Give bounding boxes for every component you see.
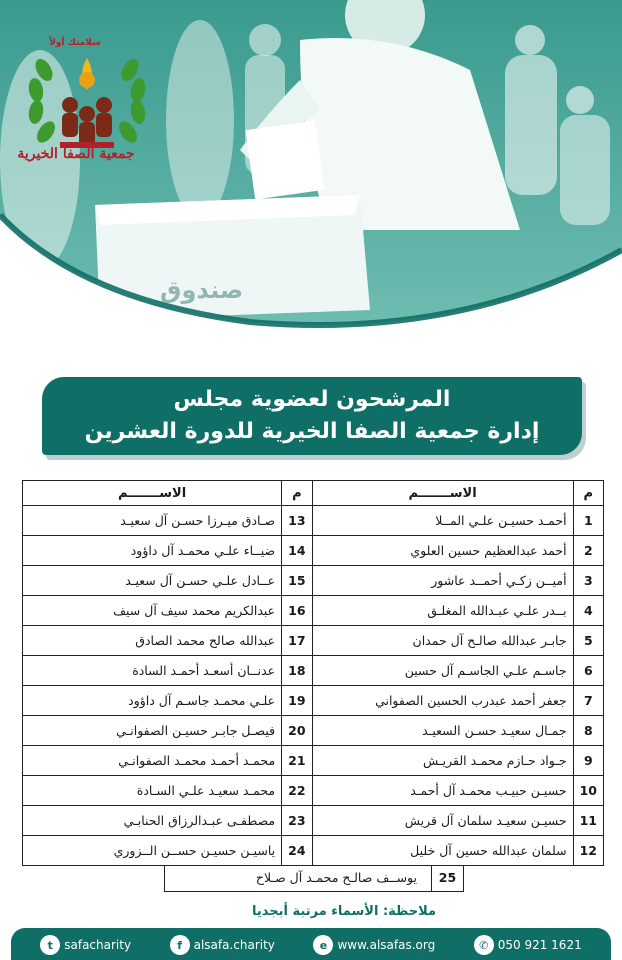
whatsapp-number: 050 921 1621 xyxy=(497,938,582,952)
title-line-1: المرشحون لعضوية مجلس xyxy=(173,387,451,412)
candidate-name: حسيـن سعيـد سلمان آل قريش xyxy=(312,806,573,836)
candidate-name: جعفر أحمد عبدرب الحسين الصفواني xyxy=(312,686,573,716)
header-num-right: م xyxy=(573,481,603,506)
candidate-number: 2 xyxy=(573,536,603,566)
table-row xyxy=(23,716,604,746)
candidate-number: 4 xyxy=(573,596,603,626)
candidate-name: أحمد عبدالعظيم حسين العلوي xyxy=(312,536,573,566)
website-contact[interactable] xyxy=(313,935,435,955)
candidate-number: 21 xyxy=(282,746,312,776)
candidate-number: 19 xyxy=(282,686,312,716)
candidate-name: جـواد حـازم محمـد القريـش xyxy=(312,746,573,776)
logo-motto: سلامتك أولاً xyxy=(49,38,101,48)
candidate-number: 8 xyxy=(573,716,603,746)
candidate-number: 16 xyxy=(282,596,312,626)
candidate-number: 9 xyxy=(573,746,603,776)
candidates-table xyxy=(22,480,604,866)
candidate-number: 5 xyxy=(573,626,603,656)
candidate-name: عبدالكريم محمد سيف آل سيف xyxy=(23,596,282,626)
candidate-name: علـي محمـد جاسـم آل داؤود xyxy=(23,686,282,716)
candidate-name: فيصـل جابـر حسيـن الصفوانـي xyxy=(23,716,282,746)
facebook-handle: alsafa.charity xyxy=(193,938,275,952)
candidate-name: ضيــاء علـي محمـد آل داؤود xyxy=(23,536,282,566)
header-name-left: الاســـــــم xyxy=(23,481,282,506)
header-name-right: الاســـــــم xyxy=(312,481,573,506)
candidate-name: ياسيـن حسيـن حســن الــزوري xyxy=(23,836,282,866)
table-row xyxy=(23,536,604,566)
table-row xyxy=(23,836,604,866)
candidate-number: 10 xyxy=(573,776,603,806)
candidate-number: 25 xyxy=(431,866,463,891)
whatsapp-contact[interactable] xyxy=(474,935,582,955)
candidate-number: 23 xyxy=(282,806,312,836)
candidate-name: محمـد أحمـد محمـد الصفوانـي xyxy=(23,746,282,776)
table-header-row xyxy=(23,481,604,506)
twitter-contact[interactable] xyxy=(40,935,131,955)
website-url: www.alsafas.org xyxy=(337,938,436,952)
table-row xyxy=(23,566,604,596)
candidate-number: 22 xyxy=(282,776,312,806)
candidate-name: أحمـد حسيـن علـي المــلا xyxy=(312,506,573,536)
candidate-number: 14 xyxy=(282,536,312,566)
table-row xyxy=(23,776,604,806)
candidate-name: أميــن زكـي أحمــد عاشور xyxy=(312,566,573,596)
candidate-name: جاسـم علـي الجاسـم آل حسين xyxy=(312,656,573,686)
title-banner xyxy=(42,377,582,455)
candidate-name: صـادق ميـرزا حسـن آل سعيـد xyxy=(23,506,282,536)
candidate-number: 13 xyxy=(282,506,312,536)
candidate-number: 11 xyxy=(573,806,603,836)
candidate-number: 6 xyxy=(573,656,603,686)
candidate-number: 17 xyxy=(282,626,312,656)
candidate-name: جمـال سعيـد حسـن السعيـد xyxy=(312,716,573,746)
candidate-number: 20 xyxy=(282,716,312,746)
ballot-box-label: صندوق xyxy=(160,276,244,304)
logo-caption: جمعية الصفا الخيرية xyxy=(17,146,135,162)
sorting-note: ملاحظة: الأسماء مرتبة أبجديا xyxy=(252,904,436,919)
table-row xyxy=(23,506,604,536)
table-row xyxy=(23,746,604,776)
candidate-number: 24 xyxy=(282,836,312,866)
table-row xyxy=(23,626,604,656)
candidate-name: عبدالله صالح محمد الصادق xyxy=(23,626,282,656)
candidate-name: يوســف صالـح محمـد آل صـلاح xyxy=(255,870,417,885)
candidate-number: 15 xyxy=(282,566,312,596)
candidate-number: 7 xyxy=(573,686,603,716)
candidate-name: مصطفـى عبـدالرزاق الحنابـي xyxy=(23,806,282,836)
candidate-number: 12 xyxy=(573,836,603,866)
candidate-name: جابـر عبدالله صالـح آل حمدان xyxy=(312,626,573,656)
candidate-number: 3 xyxy=(573,566,603,596)
whatsapp-icon: ✆ xyxy=(474,935,494,955)
candidate-name: حسيـن حبيـب محمـد آل أحمـد xyxy=(312,776,573,806)
candidate-name: بــدر علـي عبـدالله المغلـق xyxy=(312,596,573,626)
facebook-icon: f xyxy=(170,935,190,955)
twitter-icon: t xyxy=(40,935,60,955)
web-icon: e xyxy=(313,935,333,955)
table-row xyxy=(23,656,604,686)
candidate-name: محمـد سعيـد علـي السـادة xyxy=(23,776,282,806)
candidate-number: 18 xyxy=(282,656,312,686)
candidate-name: سلمان عبدالله حسين آل خليل xyxy=(312,836,573,866)
header-num-left: م xyxy=(282,481,312,506)
twitter-handle: safacharity xyxy=(64,938,132,952)
table-row xyxy=(23,686,604,716)
footer-bar xyxy=(11,928,611,960)
title-line-2: إدارة جمعية الصفا الخيرية للدورة العشرين xyxy=(84,419,540,444)
hero-photo xyxy=(0,0,622,330)
table-body xyxy=(23,506,604,866)
footer xyxy=(0,926,622,960)
table-row xyxy=(23,806,604,836)
candidate-name: عــادل علـي حسـن آل سعيـد xyxy=(23,566,282,596)
candidate-name: عدنــان أسعـد أحمـد السادة xyxy=(23,656,282,686)
table-row xyxy=(23,596,604,626)
table-row-last xyxy=(164,866,464,892)
facebook-contact[interactable] xyxy=(170,935,275,955)
candidate-number: 1 xyxy=(573,506,603,536)
